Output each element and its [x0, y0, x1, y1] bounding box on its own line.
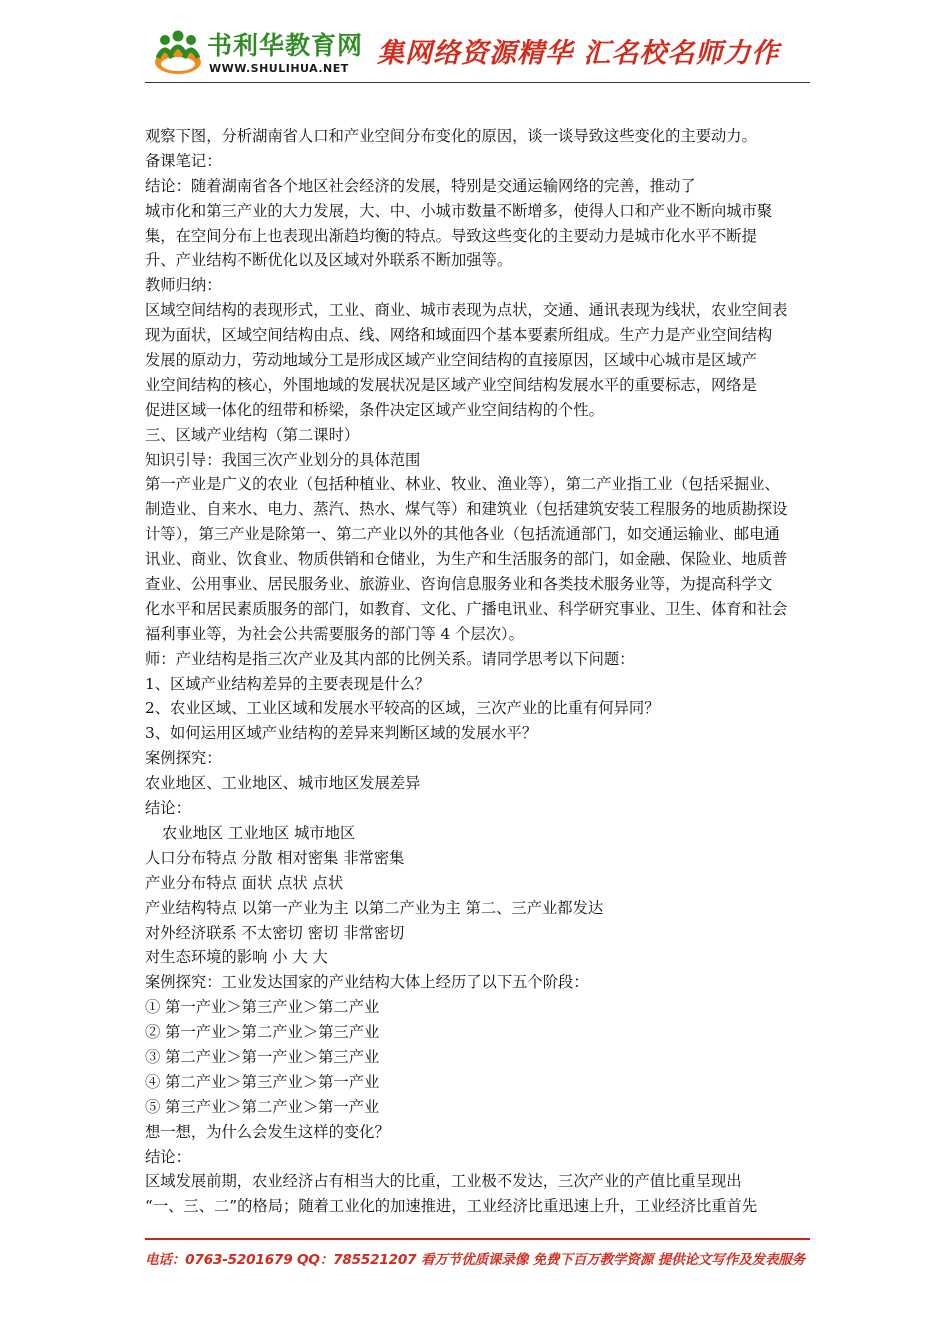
question-item: 3、如何运用区域产业结构的差异来判断区域的发展水平？ — [145, 724, 538, 743]
text-line: 知识引导：我国三次产业划分的具体范围 — [145, 450, 421, 469]
text-line: 升、产业结构不断优化以及区域对外联系不断加强等。 — [145, 251, 513, 270]
comparison-header-row: 农业地区 工业地区 城市地区 — [162, 823, 356, 842]
text-line: 农业地区、工业地区、城市地区发展差异 — [145, 774, 421, 793]
question-item: 1、区域产业结构差异的主要表现是什么？ — [145, 674, 431, 693]
stage-item: ④ 第二产业＞第三产业＞第一产业 — [145, 1072, 380, 1091]
text-line: 案例探究： — [145, 749, 222, 768]
text-line: 结论： — [145, 799, 191, 818]
comparison-row: 对外经济联系 不太密切 密切 非常密切 — [145, 923, 405, 942]
text-line: 区域空间结构的表现形式，工业、商业、城市表现为点状，交通、通讯表现为线状，农业空间表 — [145, 301, 788, 320]
brand-name: 书利华教育网 — [207, 31, 364, 60]
site-header — [145, 22, 810, 84]
text-line: 集，在空间分布上也表现出渐趋均衡的特点。导致这些变化的主要动力是城市化水平不断提 — [145, 226, 757, 245]
text-line: 计等），第三产业是除第一、第二产业以外的其他各业（包括流通部门，如交通运输业、邮电通 — [145, 525, 780, 544]
text-line: “一、三、二”的格局；随着工业化的加速推进，工业经济比重迅速上升，工业经济比重首先 — [145, 1197, 758, 1216]
text-line: 福利事业等，为社会公共需要服务的部门等 4 个层次）。 — [145, 624, 524, 643]
stage-item: ① 第一产业＞第三产业＞第二产业 — [145, 998, 380, 1017]
header-divider — [145, 82, 810, 83]
text-line: 制造业、自来水、电力、蒸汽、热水、煤气等）和建筑业（包括建筑安装工程服务的地质勘探设 — [145, 500, 788, 519]
text-line: 查业、公用事业、居民服务业、旅游业、咨询信息服务业和各类技术服务业等，为提高科学文 — [145, 575, 773, 594]
text-line: 现为面状，区域空间结构由点、线、网络和域面四个基本要素所组成。生产力是产业空间结构 — [145, 326, 773, 345]
text-line: 想一想，为什么会发生这样的变化？ — [145, 1122, 390, 1141]
comparison-row: 对生态环境的影响 小 大 大 — [145, 948, 328, 967]
text-line: 讯业、商业、饮食业、物质供销和仓储业，为生产和生活服务的部门，如金融、保险业、地质普 — [145, 550, 788, 569]
text-line: 城市化和第三产业的大力发展，大、中、小城市数量不断增多，使得人口和产业不断向城市聚 — [145, 201, 773, 220]
text-line: 促进区域一体化的纽带和桥梁，条件决定区域产业空间结构的个性。 — [145, 400, 604, 419]
text-line: 业空间结构的核心，外围地域的发展状况是区域产业空间结构发展水平的重要标志，网络是 — [145, 375, 757, 394]
footer-contact-banner: 电话：0763-5201679 QQ：785521207 看万节优质课录像 免费下百万教学资源 提供论文写作及发表服务 — [145, 1252, 806, 1268]
text-line: 师：产业结构是指三次产业及其内部的比例关系。请同学思考以下问题： — [145, 649, 635, 668]
text-line: 第一产业是广义的农业（包括种植业、林业、牧业、渔业等），第二产业指工业（包括采掘业、 — [145, 475, 780, 494]
question-item: 2、农业区域、工业区域和发展水平较高的区域，三次产业的比重有何异同？ — [145, 699, 660, 718]
stage-item: ② 第一产业＞第二产业＞第三产业 — [145, 1023, 380, 1042]
text-line: 区域发展前期，农业经济占有相当大的比重，工业极不发达，三次产业的产值比重呈现出 — [145, 1172, 742, 1191]
header-slogan: 集网络资源精华 汇名校名师力作 — [377, 38, 780, 69]
text-line: 结论： — [145, 1147, 191, 1166]
footer-divider — [145, 1238, 810, 1240]
text-line: 发展的原动力，劳动地域分工是形成区域产业空间结构的直接原因，区域中心城市是区域产 — [145, 351, 757, 370]
stage-item: ③ 第二产业＞第一产业＞第三产业 — [145, 1047, 380, 1066]
comparison-row: 产业结构特点 以第一产业为主 以第二产业为主 第二、三产业都发达 — [145, 898, 604, 917]
people-logo-icon — [153, 28, 203, 76]
document-body — [145, 124, 810, 1219]
stage-item: ⑤ 第三产业＞第二产业＞第一产业 — [145, 1097, 380, 1116]
comparison-row: 产业分布特点 面状 点状 点状 — [145, 873, 344, 892]
text-line: 案例探究：工业发达国家的产业结构大体上经历了以下五个阶段： — [145, 973, 589, 992]
section-heading: 三、区域产业结构（第二课时） — [145, 425, 360, 444]
text-line: 结论：随着湖南省各个地区社会经济的发展，特别是交通运输网络的完善，推动了 — [145, 176, 696, 195]
comparison-row: 人口分布特点 分散 相对密集 非常密集 — [145, 848, 405, 867]
text-line: 备课笔记： — [145, 151, 222, 170]
text-line: 化水平和居民素质服务的部门，如教育、文化、广播电讯业、科学研究事业、卫生、体育和社会 — [145, 599, 788, 618]
text-line: 观察下图，分析湖南省人口和产业空间分布变化的原因，谈一谈导致这些变化的主要动力。 — [145, 127, 757, 145]
text-line: 教师归纳： — [145, 276, 222, 295]
brand-url[interactable]: WWW.SHULIHUA.NET — [209, 62, 349, 75]
